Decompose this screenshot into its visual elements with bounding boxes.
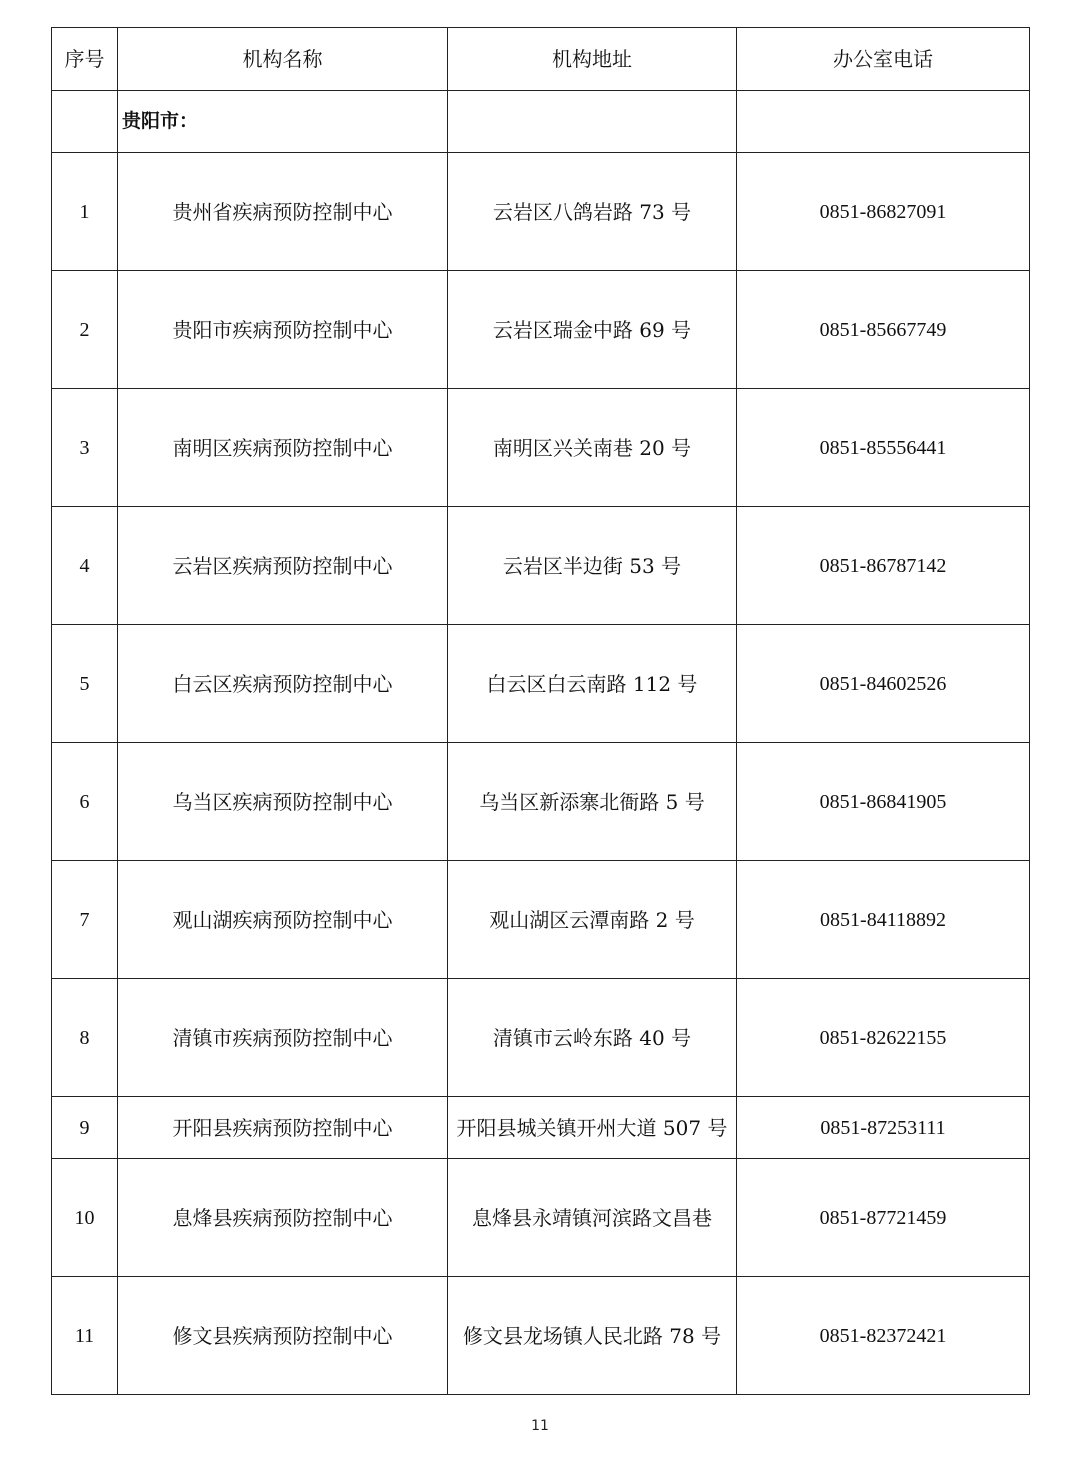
- row-name: 清镇市疾病预防控制中心: [118, 979, 448, 1097]
- row-no: 2: [52, 271, 118, 389]
- table-row: [52, 1277, 1030, 1395]
- row-name: 乌当区疾病预防控制中心: [118, 743, 448, 861]
- section-empty-cell: [448, 91, 737, 153]
- cdc-directory-table-container: [51, 27, 1029, 1395]
- row-phone: 0851-87253111: [737, 1097, 1030, 1159]
- row-address: 云岩区八鸽岩路 73 号: [448, 153, 737, 271]
- row-no: 8: [52, 979, 118, 1097]
- row-name: 观山湖疾病预防控制中心: [118, 861, 448, 979]
- row-phone: 0851-87721459: [737, 1159, 1030, 1277]
- row-address: 开阳县城关镇开州大道 507 号: [448, 1097, 737, 1159]
- row-name: 云岩区疾病预防控制中心: [118, 507, 448, 625]
- header-name: 机构名称: [118, 28, 448, 91]
- row-no: 10: [52, 1159, 118, 1277]
- row-phone: 0851-85667749: [737, 271, 1030, 389]
- header-no: 序号: [52, 28, 118, 91]
- table-row: [52, 389, 1030, 507]
- row-name: 贵阳市疾病预防控制中心: [118, 271, 448, 389]
- row-phone: 0851-82372421: [737, 1277, 1030, 1395]
- table-row: [52, 979, 1030, 1097]
- section-empty-cell: [737, 91, 1030, 153]
- table-row: [52, 861, 1030, 979]
- header-address: 机构地址: [448, 28, 737, 91]
- table-row: [52, 271, 1030, 389]
- row-address: 清镇市云岭东路 40 号: [448, 979, 737, 1097]
- row-address: 南明区兴关南巷 20 号: [448, 389, 737, 507]
- row-name: 贵州省疾病预防控制中心: [118, 153, 448, 271]
- row-phone: 0851-86841905: [737, 743, 1030, 861]
- row-name: 息烽县疾病预防控制中心: [118, 1159, 448, 1277]
- row-name: 白云区疾病预防控制中心: [118, 625, 448, 743]
- row-address: 观山湖区云潭南路 2 号: [448, 861, 737, 979]
- table-row: [52, 1097, 1030, 1159]
- row-no: 5: [52, 625, 118, 743]
- table-row: [52, 507, 1030, 625]
- section-label: 贵阳市：: [118, 91, 448, 153]
- section-row-guiyang: [52, 91, 1030, 153]
- header-phone: 办公室电话: [737, 28, 1030, 91]
- table-row: [52, 153, 1030, 271]
- table-header-row: [52, 28, 1030, 91]
- row-phone: 0851-86787142: [737, 507, 1030, 625]
- table-row: [52, 625, 1030, 743]
- table-row: [52, 1159, 1030, 1277]
- row-address: 修文县龙场镇人民北路 78 号: [448, 1277, 737, 1395]
- cdc-directory-table: [51, 27, 1030, 1395]
- row-name: 修文县疾病预防控制中心: [118, 1277, 448, 1395]
- table-row: [52, 743, 1030, 861]
- row-no: 11: [52, 1277, 118, 1395]
- row-no: 9: [52, 1097, 118, 1159]
- page-number: 11: [531, 1418, 549, 1434]
- row-phone: 0851-85556441: [737, 389, 1030, 507]
- row-address: 乌当区新添寨北衙路 5 号: [448, 743, 737, 861]
- row-phone: 0851-82622155: [737, 979, 1030, 1097]
- row-name: 南明区疾病预防控制中心: [118, 389, 448, 507]
- row-no: 7: [52, 861, 118, 979]
- section-empty-cell: [52, 91, 118, 153]
- row-phone: 0851-86827091: [737, 153, 1030, 271]
- row-address: 白云区白云南路 112 号: [448, 625, 737, 743]
- row-no: 3: [52, 389, 118, 507]
- row-no: 6: [52, 743, 118, 861]
- row-no: 4: [52, 507, 118, 625]
- row-name: 开阳县疾病预防控制中心: [118, 1097, 448, 1159]
- row-phone: 0851-84602526: [737, 625, 1030, 743]
- row-phone: 0851-84118892: [737, 861, 1030, 979]
- row-address: 息烽县永靖镇河滨路文昌巷: [448, 1159, 737, 1277]
- row-address: 云岩区半边街 53 号: [448, 507, 737, 625]
- row-no: 1: [52, 153, 118, 271]
- row-address: 云岩区瑞金中路 69 号: [448, 271, 737, 389]
